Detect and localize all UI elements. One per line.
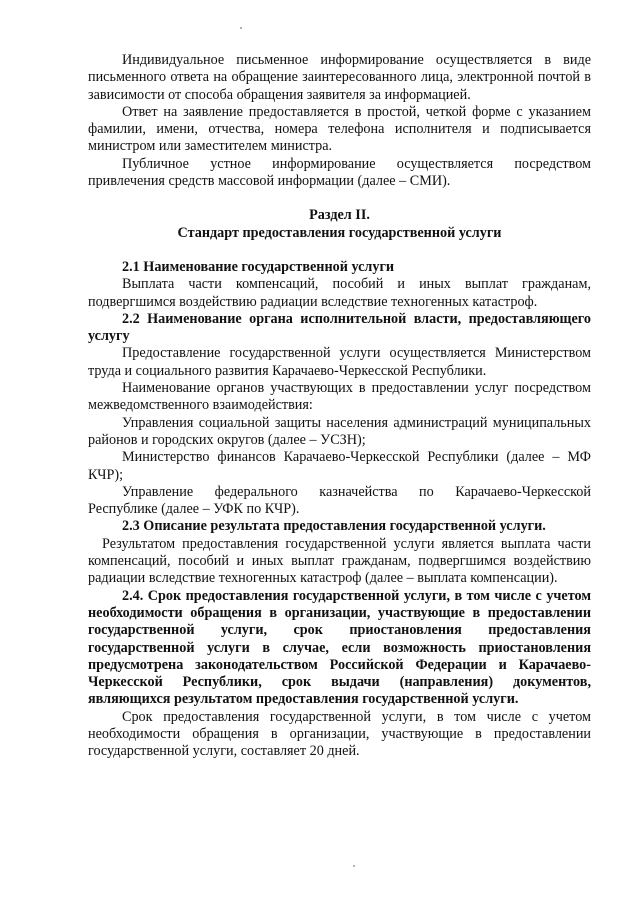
heading-2-2: 2.2 Наименование органа исполнительной власти, предоставляющего услугу: [88, 310, 591, 345]
text-2-1: Выплата части компенсаций, пособий и иных выплат гражданам, подвергшимся воздействию радиации вследствие техногенных катастроф.: [88, 276, 591, 310]
section-subtitle: Стандарт предоставления государственной услуги: [177, 224, 502, 241]
text-2-2-provider: Предоставление государственной услуги осуществляется Министерством труда и социального развития Карачаево-Черкесской Республики.: [88, 345, 591, 379]
paragraph-public-informing: Публичное устное информирование осуществляется посредством привлечения средств массовой информации (далее – СМИ).: [88, 155, 591, 190]
scan-speck: [240, 27, 242, 29]
heading-2-3: 2.3 Описание результата предоставления государственной услуги.: [122, 518, 546, 535]
text-2-2-participants-intro: Наименование органов участвующих в предоставлении услуг посредством межведомственного взаимодействия:: [88, 380, 591, 414]
text-2-2-mf: Министерство финансов Карачаево-Черкесской Республики (далее – МФ КЧР);: [88, 449, 591, 483]
heading-2-4: 2.4. Срок предоставления государственной услуги, в том числе с учетом необходимости обращения в организации, участвующие в предоставлении государственной услуги, срок приостановления предоставления государственной услуги в случае, если возможность приостановления предусмотрена законодательством Российской Федерации и Карачаево-Черкесской Республики, срок выдачи (направления) документов, являющихся результатом предоставления государственной услуги.: [88, 587, 591, 708]
text-2-2-uszn: Управления социальной защиты населения администраций муниципальных районов и городских округов (далее – УСЗН);: [88, 414, 591, 448]
paragraph-written-informing: Индивидуальное письменное информирование осуществляется в виде письменного ответа на обращение заинтересованного лица, электронной почтой в зависимости от способа обращения заявителя за информацией.: [88, 52, 591, 103]
text-2-2-ufk: Управление федерального казначейства по Карачаево-Черкесской Республике (далее – УФК по КЧР).: [88, 483, 591, 518]
text-2-3: Результатом предоставления государственной услуги является выплата части компенсаций, пособий и иных выплат гражданам, подвергшимся воздействию радиации вследствие техногенных катастроф (далее – выплата компенсации).: [88, 535, 591, 587]
section-title: Раздел II.: [309, 207, 370, 224]
text-2-4: Срок предоставления государственной услуги, в том числе с учетом необходимости обращения в организации, участвующие в предоставлении государственной услуги, составляет 20 дней.: [88, 708, 591, 760]
scan-speck: [353, 865, 355, 867]
heading-2-1: 2.1 Наименование государственной услуги: [122, 258, 395, 275]
paragraph-answer-form: Ответ на заявление предоставляется в простой, четкой форме с указанием фамилии, имени, отчества, номера телефона исполнителя и подписывается министром или заместителем министра.: [88, 103, 591, 155]
document-page: [88, 52, 591, 761]
